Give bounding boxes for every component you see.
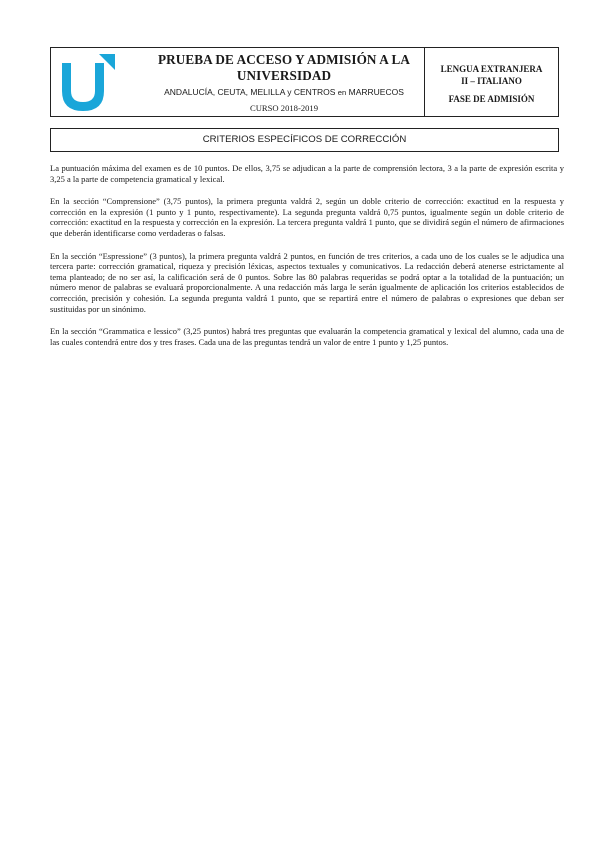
criteria-body bbox=[50, 163, 564, 359]
title-block bbox=[139, 52, 429, 113]
paragraph-grammatica: En la sección “Grammatica e lessico” (3,25 puntos) habrá tres preguntas que evaluarán la competencia gramatical y lexical del alumno, cada una de las cuales contendrá entre dos y tres frases. Cada una de las preguntas tendrá un valor de entre 1 punto y 1,25 puntos. bbox=[50, 326, 564, 347]
paragraph-intro: La puntuación máxima del examen es de 10 puntos. De ellos, 3,75 se adjudican a la parte de comprensión lectora, 3 a la parte de expresión escrita y 3,25 a la parte de competencia gramatical y lexical. bbox=[50, 163, 564, 184]
region-text-3: MARRUECOS bbox=[346, 87, 404, 97]
header-divider bbox=[424, 48, 425, 116]
subject-line-2: II – ITALIANO bbox=[461, 76, 522, 86]
exam-title: PRUEBA DE ACCESO Y ADMISIÓN A LA UNIVERSIDAD bbox=[157, 52, 411, 83]
paragraph-espressione: En la sección “Espressione” (3 puntos), la primera pregunta valdrá 2 puntos, en función de tres criterios, a cada uno de los cuales se le adjudica una tercera parte: corrección gramatical, riqueza y precisión léxicas, aspectos textuales y comunicativos. La redacción deberá atenerse estrictamente al tema planteado; de no ser así, la calificación será de 0 puntos. Sobre las 80 palabras requeridas se podrá optar a la totalidad de la puntuación; un número menor de palabras se evaluará proporcionalmente. A una redacción más larga le serán igualmente de aplicación los criterios establecidos de corrección, precisión y cohesión. La segunda pregunta valdrá 1 punto, que se repartirá entre el número de palabras o expresiones que deban ser sustituidas por un sinónimo. bbox=[50, 250, 564, 314]
subject-line-1: LENGUA EXTRANJERA bbox=[440, 64, 543, 74]
exam-phase: FASE DE ADMISIÓN bbox=[448, 94, 535, 104]
uned-u-logo-icon bbox=[58, 53, 118, 113]
section-title: CRITERIOS ESPECÍFICOS DE CORRECCIÓN bbox=[50, 128, 559, 152]
document-header bbox=[50, 47, 559, 117]
region-text-1: ANDALUCÍA, CEUTA, MELILLA y CENTROS bbox=[164, 87, 338, 97]
paragraph-comprensione: En la sección “Comprensione” (3,75 puntos), la primera pregunta valdrá 2, según un doble criterio de corrección: exactitud en la respuesta y corrección en la expresión (1 punto y 1 punto, respectivamente). La segunda pregunta valdrá 0,75 puntos, igualmente según un doble criterio de corrección: exactitud en la respuesta y corrección en la expresión. La tercera pregunta valdrá 1 punto, que se dividirá según el número de afirmaciones que deberán identificarse como verdaderas o falsas. bbox=[50, 196, 564, 238]
subject-block bbox=[429, 63, 554, 105]
region-text-2: en bbox=[337, 88, 347, 97]
course-year: CURSO 2018-2019 bbox=[249, 103, 319, 113]
region-line bbox=[139, 87, 429, 97]
